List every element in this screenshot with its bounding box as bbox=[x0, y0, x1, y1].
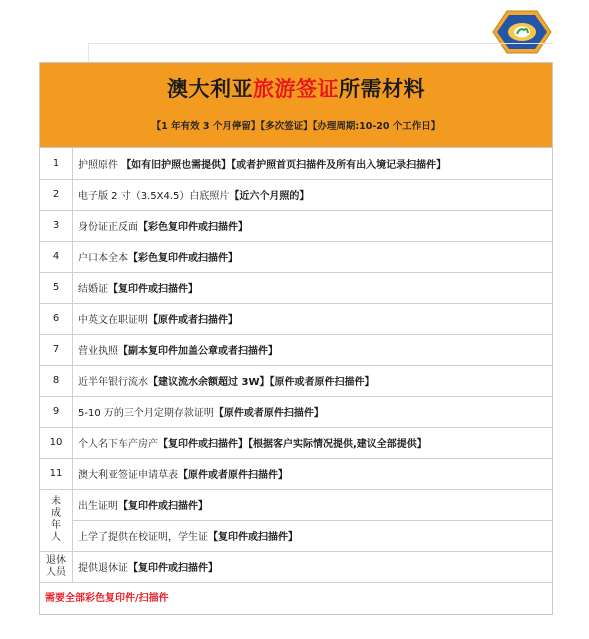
row-content bbox=[73, 179, 553, 210]
table-row bbox=[40, 303, 552, 334]
minor-row bbox=[40, 520, 552, 551]
title-banner bbox=[40, 63, 552, 148]
item-note: 【如有旧护照也需提供】【或者护照首页扫描件及所有出入境记录扫描件】 bbox=[121, 159, 447, 171]
item-name: 出生证明 bbox=[78, 501, 118, 512]
table-row bbox=[40, 334, 552, 365]
minor-category-label bbox=[40, 489, 73, 551]
row-number: 3 bbox=[40, 210, 73, 241]
title-visa-type: 旅游签证 bbox=[253, 77, 339, 101]
item-note: 【复印件或扫描件】 bbox=[108, 284, 198, 295]
item-note: 【副本复印件加盖公章或者扫描件】 bbox=[118, 346, 278, 357]
visa-info-subtitle: 【1 年有效 3 个月停留】【多次签证】【办理周期:10-20 个工作日】 bbox=[151, 121, 441, 132]
item-name: 身份证正反面 bbox=[78, 222, 138, 233]
minor-label-text: 未成年人 bbox=[51, 496, 61, 543]
row-number: 7 bbox=[40, 334, 73, 365]
footer-note: 需要全部彩色复印件/扫描件 bbox=[45, 592, 169, 604]
item-note: 【原件或者扫描件】 bbox=[148, 315, 238, 326]
item-note: 【复印件或扫描件】【根据客户实际情况提供,建议全部提供】 bbox=[158, 439, 427, 450]
table-row bbox=[40, 179, 552, 210]
row-number: 9 bbox=[40, 396, 73, 427]
row-content bbox=[73, 520, 553, 551]
item-name: 近半年银行流水 bbox=[78, 377, 148, 388]
item-name: 提供退休证 bbox=[78, 563, 128, 574]
row-content bbox=[73, 210, 553, 241]
row-number: 6 bbox=[40, 303, 73, 334]
item-note: 【原件或者原件扫描件】 bbox=[178, 470, 288, 481]
row-content bbox=[73, 489, 553, 520]
row-content bbox=[73, 334, 553, 365]
row-number: 11 bbox=[40, 458, 73, 489]
table-row bbox=[40, 210, 552, 241]
row-content bbox=[73, 272, 553, 303]
row-number: 2 bbox=[40, 179, 73, 210]
item-note: 【彩色复印件或扫描件】 bbox=[128, 253, 238, 264]
item-name: 澳大利亚签证申请草表 bbox=[78, 470, 178, 481]
company-logo bbox=[491, 8, 553, 56]
row-content bbox=[73, 396, 553, 427]
item-note: 【复印件或扫描件】 bbox=[128, 563, 218, 574]
retired-label-text: 退休人员 bbox=[46, 554, 66, 578]
table-row bbox=[40, 396, 552, 427]
item-name: 个人名下车产房产 bbox=[78, 439, 158, 450]
row-content bbox=[73, 148, 553, 179]
page-title bbox=[40, 73, 552, 103]
table-row bbox=[40, 272, 552, 303]
retired-row bbox=[40, 551, 552, 582]
row-number: 10 bbox=[40, 427, 73, 458]
row-content bbox=[73, 241, 553, 272]
row-number: 1 bbox=[40, 148, 73, 179]
item-note: 【近六个月照的】 bbox=[229, 191, 310, 202]
item-name: 上学了提供在校证明，学生证 bbox=[78, 532, 208, 543]
table-row bbox=[40, 427, 552, 458]
item-name: 户口本全本 bbox=[78, 253, 128, 264]
item-note: 【复印件或扫描件】 bbox=[208, 532, 298, 543]
row-content bbox=[73, 303, 553, 334]
table-row bbox=[40, 148, 552, 179]
row-number: 5 bbox=[40, 272, 73, 303]
row-content bbox=[73, 551, 553, 582]
item-name: 5-10 万的三个月定期存款证明 bbox=[78, 408, 214, 419]
item-note: 【复印件或扫描件】 bbox=[118, 501, 208, 512]
gridline-top bbox=[88, 43, 553, 44]
item-note: 【建议流水余额超过 3W】【原件或者原件扫描件】 bbox=[148, 377, 375, 388]
item-note: 【彩色复印件或扫描件】 bbox=[138, 222, 248, 233]
item-note: 【原件或者原件扫描件】 bbox=[213, 408, 324, 419]
materials-sheet bbox=[39, 62, 553, 615]
materials-table bbox=[40, 148, 552, 583]
title-country: 澳大利亚 bbox=[167, 77, 253, 101]
row-number: 8 bbox=[40, 365, 73, 396]
row-number: 4 bbox=[40, 241, 73, 272]
item-name: 营业执照 bbox=[78, 346, 118, 357]
table-row bbox=[40, 365, 552, 396]
item-name: 护照原件 bbox=[78, 159, 122, 171]
minor-row bbox=[40, 489, 552, 520]
gridline-left bbox=[88, 43, 89, 63]
row-content bbox=[73, 427, 553, 458]
item-name: 结婚证 bbox=[78, 284, 108, 295]
row-content bbox=[73, 365, 553, 396]
retired-category-label bbox=[40, 551, 73, 582]
table-row bbox=[40, 241, 552, 272]
item-name: 中英文在职证明 bbox=[78, 315, 148, 326]
title-materials: 所需材料 bbox=[339, 77, 425, 101]
row-content bbox=[73, 458, 553, 489]
item-name: 电子版 2 寸（3.5X4.5）白底照片 bbox=[78, 191, 230, 202]
table-row bbox=[40, 458, 552, 489]
